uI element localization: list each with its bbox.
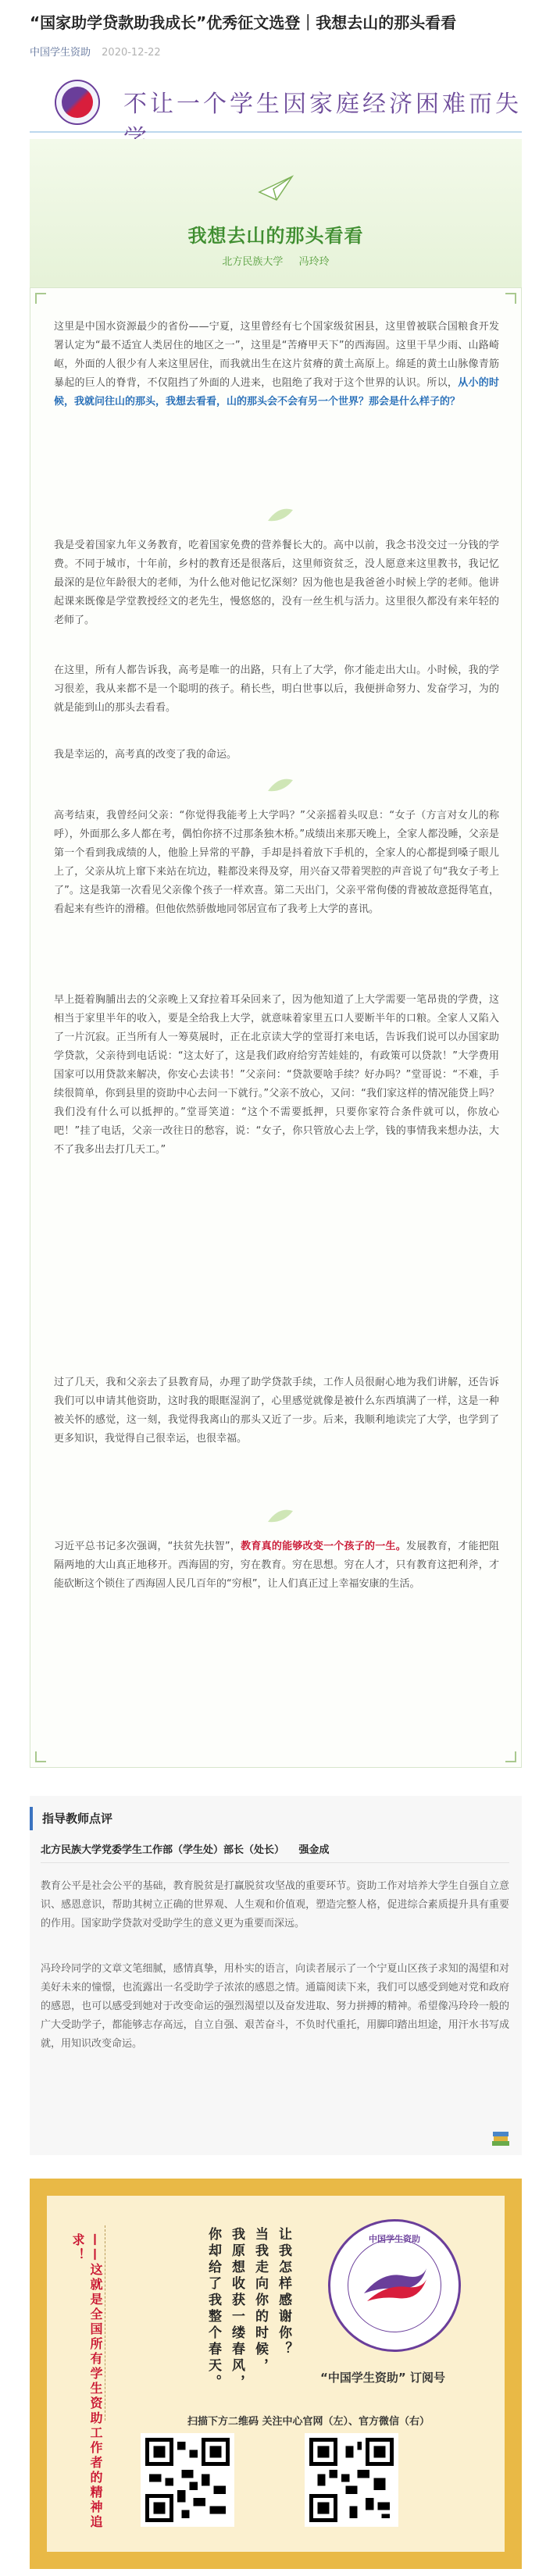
comment-paragraph-1: 教育公平是社会公平的基础，教育脱贫是打赢脱贫攻坚战的重要环节。资助工作对培养大学生自强自立意识、感恩意识，帮助其树立正确的世界观、人生观和价值观，塑造完整人格，促进综合素质提升具有重要的作用。国家助学贷款对受助学生的意义更为重要而深远。 xyxy=(41,1880,509,1929)
paragraph-3: 在这里，所有人都告诉我，高考是唯一的出路，只有上了大学，你才能走出大山。小时候，我的学习很差，我从来都不是一个聪明的孩子。稍长些，明白世事以后，我便拼命努力、发奋学习，为的就是能到山的那头去看看。 xyxy=(54,664,499,714)
poem-line-4: 你却给了我整个春天。 xyxy=(205,2227,221,2391)
paper-bird-icon xyxy=(258,172,294,203)
teacher-comment-section xyxy=(30,1796,522,2155)
comment-reviewer xyxy=(41,1841,509,1863)
emblem-ribbon-icon xyxy=(359,2262,430,2309)
paragraph-1: 这里是中国水资源最少的省份——宁夏，这里曾经有七个国家级贫困县，这里曾被联合国粮食开发署认定为“最不适宜人类居住的地区之一”，这里是“苦瘠甲天下”的西海固。这里干旱少雨、山路崎岖，外面的人很少有人来这里居住，而我就出生在这片贫瘠的黄土高原上。绵延的黄土山脉像青筋暴起的巨人的脊背，不仅阻挡了外面的人进来，也阻绝了我对于这个世界的认识。所以，从小的时候，我就问往山的那头，我想去看看，山的那头会不会有另一个世界？那会是什么样子的？ xyxy=(54,321,499,408)
paragraph-4: 我是幸运的，高考真的改变了我的命运。 xyxy=(54,749,237,761)
emblem-title: 中国学生资助 xyxy=(369,2234,420,2244)
poem-line-3: 我原想收获一缕春风， xyxy=(229,2227,244,2391)
qr-code-icon xyxy=(309,2438,394,2522)
reviewer-name: 强金成 xyxy=(298,1844,330,1856)
slogan-banner xyxy=(30,70,522,133)
essay-byline xyxy=(30,253,522,268)
banner-slogan: 不让一个学生因家庭经济困难而失 xyxy=(123,91,522,118)
essay-school: 北方民族大学 xyxy=(222,256,284,268)
wechat-qr-code[interactable] xyxy=(305,2433,398,2527)
essay-author: 冯玲玲 xyxy=(298,256,330,268)
leaf-icon xyxy=(265,775,296,794)
website-qr-code[interactable] xyxy=(141,2433,234,2527)
student-aid-emblem xyxy=(328,2219,461,2352)
essay-title: 我想去山的那头看看 xyxy=(187,225,364,247)
article-meta xyxy=(30,44,161,59)
leaf-icon xyxy=(265,1506,296,1525)
article-date: 2020-12-22 xyxy=(102,47,161,59)
reviewer-org: 北方民族大学党委学生工作部（学生处）部长（处长） xyxy=(41,1844,285,1856)
highlight-red: 教育真的能够改变一个孩子的一生。 xyxy=(241,1541,407,1552)
paragraph-8: 习近平总书记多次强调，“扶贫先扶智”，教育真的能够改变一个孩子的一生。发展教育，才能把阻隔两地的大山真正地移开。西海固的穷，穷在教育。穷在思想。穷在人才，只有教育这把利斧，才能砍断这个锁住了西海固人民几百年的“穷根”，让人们真正过上幸福安康的生活。 xyxy=(54,1541,499,1590)
poem-line-1: 让我怎样感谢你？ xyxy=(276,2227,291,2358)
paragraph-2: 我是受着国家九年义务教育，吃着国家免费的营养餐长大的。高中以前，我念书没交过一分钱的学费。不同于城市，十年前，乡村的教育还是很落后，这里师资贫乏，没人愿意来这里教书，我记忆最深的是位年龄很大的老师，为什么他对他记忆深刻？因为他也是我爸爸小时候上学的老师。他讲起课来既像是学堂教授经文的老先生，慢悠悠的，没有一丝生机与活力。这里很久都没有来年轻的老师了。 xyxy=(54,540,499,626)
hero-section xyxy=(30,139,522,287)
poster-motto: ——这就是全国所有学生资助工作者的精神追求！ xyxy=(70,2233,103,2530)
comment-heading: 指导教师点评 xyxy=(30,1807,522,1830)
comment-paragraph-2: 冯玲玲同学的文章文笔细腻，感情真挚，用朴实的语言，向读者展示了一个宁夏山区孩子求知的渴望和对美好未来的憧憬，也流露出一名受助学子浓浓的感恩之情。通篇阅读下来，我们可以感受到她对党和政府的感恩，也可以感受到她对于改变命运的强烈渴望以及奋发进取、努力拼搏的精神。希望像冯玲玲一般的广大受助学子，都能够志存高远，自立自强、艰苦奋斗，不负时代重托，用脚印踏出坦途，用汗水书写成就，用知识改变命运。 xyxy=(41,1963,509,2050)
subscribe-caption: “中国学生资助” 订阅号 xyxy=(320,2371,445,2385)
paragraph-7: 过了几天，我和父亲去了县教育局，办理了助学贷款手续，工作人员很耐心地为我们讲解，还告诉我们可以申请其他资助，这时我的眼眶湿润了，心里感觉就像是被什么东西填满了一样，这是一种被关怀的感觉，这一刻，我觉得我离山的那头又近了一步。后来，我顺利地读完了大学，也学到了更多知识，我觉得自己很幸运，也很幸福。 xyxy=(54,1377,499,1445)
article-source-link[interactable]: 中国学生资助 xyxy=(30,47,91,59)
poem-line-2: 当我走向你的时候， xyxy=(252,2227,268,2375)
paragraph-5: 高考结束，我曾经问父亲：“你觉得我能考上大学吗？”父亲摇着头叹息：“女子（方言对女儿的称呼），外面那么多人都在考，偶怕你挤不过那条独木桥。”成绩出来那天晚上，全家人都没睡，父亲是第一个看到我成绩的人，他脸上异常的平静，手却是抖着放下手机的，全家人的心都提到嗓子眼儿上了，父亲从坑上窜下来站在坑边，鞋都没来得及穿，用兴奋又带着哭腔的声音说了句“我女子考上了”。这是我第一次看见父亲像个孩子一样欢喜。第二天出门，父亲平常佝偻的背被故意挺得笔直，看起来有些许的滑稽。但他依然骄傲地同邻居宣布了我考上大学的喜讯。 xyxy=(54,810,499,915)
paragraph-6: 早上挺着胸脯出去的父亲晚上又耷拉着耳朵回来了，因为他知道了上大学需要一笔昂贵的学费，这相当于家里半年的收入，要是全给我上大学，就意味着家里五口人要断半年的口粮。全家人又陷入了一片沉寂。正当所有人一筹莫展时，正在北京读大学的堂哥打来电话，告诉我们说可以办国家助学贷款，父亲待到电话说：“这太好了，这是我们政府给穷苦娃娃的，有政策可以贷款！”大学费用国家可以用贷款来解决，你安心去读书！”父亲问：“贷款要啥手续？好办吗？”堂哥说：“不难，手续很简单，你到县里的资助中心去问一下就行。”父亲不放心，又问：“我们家这样的情况能贷上吗？我们没有什么可以抵押的。”堂哥笑道：“这个不需要抵押，只要你家符合条件就可以，你放心吧！”挂了电话，父亲一改往日的愁容，说：“女子，你只管放心去上学，钱的事情我来想办法，大不了我多出去打几天工。” xyxy=(54,994,499,1156)
subscription-poster xyxy=(30,2179,522,2569)
books-icon xyxy=(491,2130,511,2147)
leaf-icon xyxy=(265,505,296,524)
scan-instruction: 扫描下方二维码 关注中心官网（左）、官方微信（右） xyxy=(187,2416,430,2428)
article-title: “国家助学贷款助我成长”优秀征文选登｜我想去山的那头看看 xyxy=(30,13,457,32)
highlight-blue: 从小的时候，我就问往山的那头，我想去看看，山的那头会不会有另一个世界？那会是什么样子的？ xyxy=(54,377,499,408)
essay-body xyxy=(30,287,522,1768)
student-aid-logo-icon xyxy=(55,80,100,125)
qr-code-icon xyxy=(145,2438,230,2522)
